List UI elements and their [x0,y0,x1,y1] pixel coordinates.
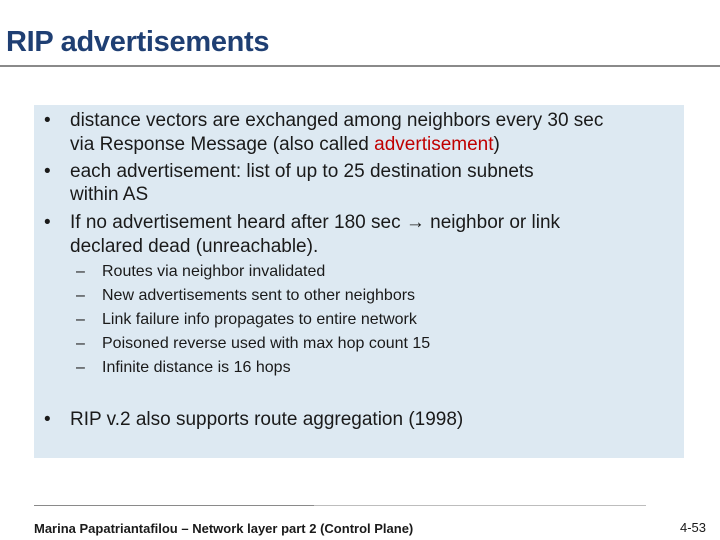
bullet-1-line-2-end: ) [493,134,500,155]
footer-rule-light [314,505,646,506]
sub-bullet-text: Infinite distance is 16 hops [102,359,291,376]
bullet-dot: • [44,212,51,233]
sub-bullet-text: Routes via neighbor invalidated [102,263,326,280]
bullet-1-line-1: distance vectors are exchanged among neighbors every 30 sec [70,110,604,131]
bullet-4-text: RIP v.2 also supports route aggregation (1998) [70,409,464,430]
dash-marker: – [76,311,85,328]
dash-marker: – [76,335,85,352]
bullet-1-line-2 [70,133,500,157]
dash-marker: – [76,263,85,280]
sub-bullet-text: Poisoned reverse used with max hop count 15 [102,335,431,352]
slide-title: RIP advertisements [6,26,270,58]
bullet-1-line-2-text: via Response Message (also called [70,134,375,155]
dash-marker: – [76,287,85,304]
bullet-3-line-1-text: If no advertisement heard after 180 sec [70,212,406,233]
sub-bullet-text: Link failure info propagates to entire network [102,311,417,328]
bullet-2-line-2: within AS [70,184,149,205]
bullet-3-line-2: declared dead (unreachable). [70,236,319,257]
footer-rule [34,505,314,506]
bullet-2-line-1: each advertisement: list of up to 25 destination subnets [70,161,534,182]
bullet-dot: • [44,161,51,182]
bullet-dot: • [44,110,51,131]
bullet-3-line-1 [70,211,560,235]
bullet-dot: • [44,409,51,430]
title-underline [0,65,720,67]
arrow-right-icon: → [405,212,425,233]
bullet-3-line-1-end: neighbor or link [424,212,561,233]
page-number: 4-53 [679,520,706,535]
sub-bullet-text: New advertisements sent to other neighbors [102,287,416,304]
dash-marker: – [76,359,85,376]
footer-text: Marina Papatriantafilou – Network layer part 2 (Control Plane) [34,521,414,536]
advertisement-highlight: advertisement [374,134,494,155]
